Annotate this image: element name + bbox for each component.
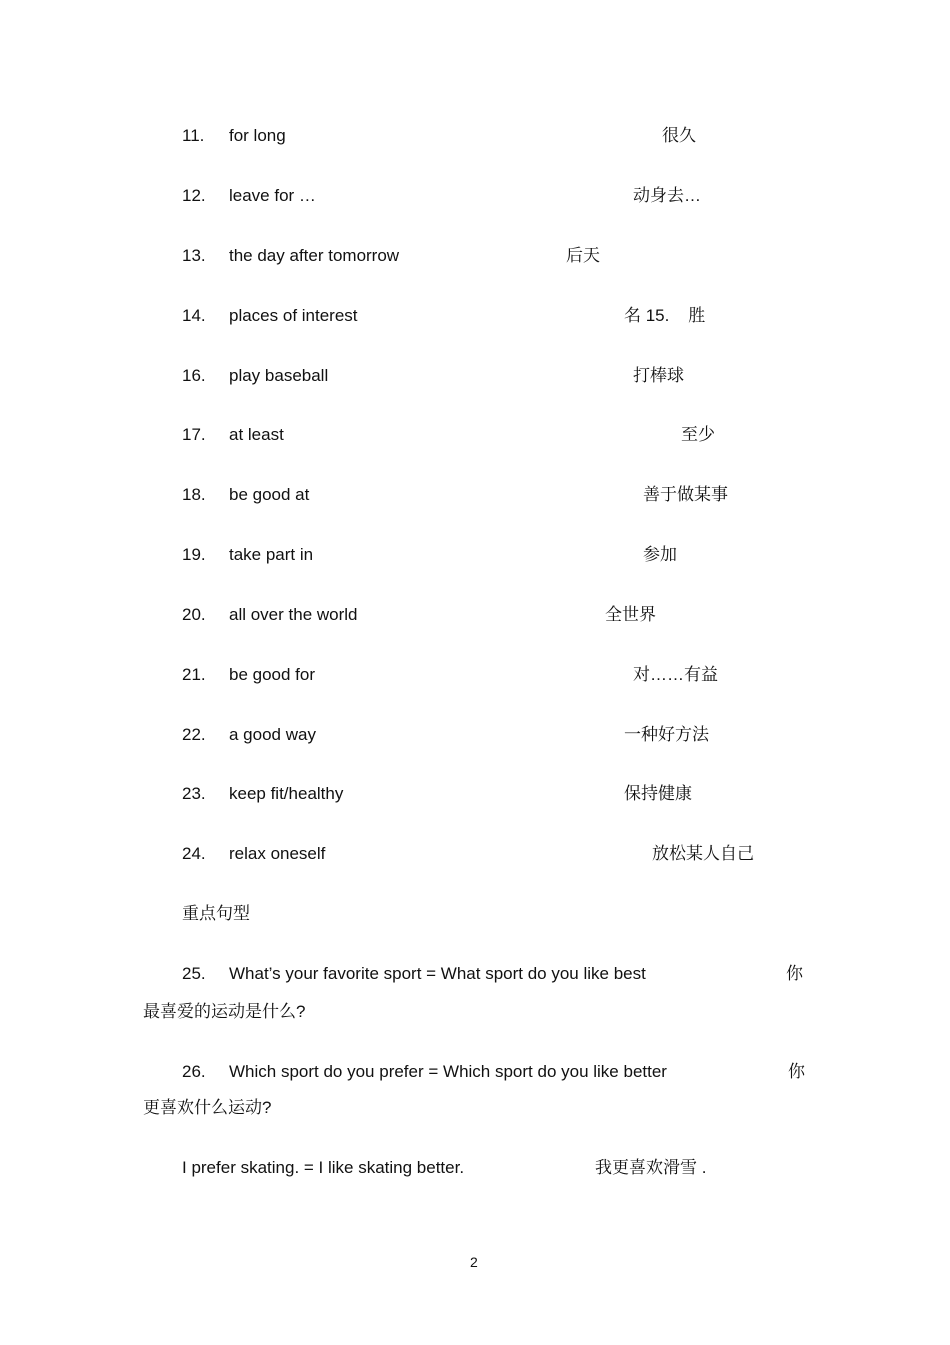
chinese-meaning: 动身去… [633, 186, 701, 205]
item-number: 25. [182, 964, 206, 983]
english-phrase: leave for … [229, 186, 316, 205]
chinese-meaning: 对……有益 [633, 665, 718, 684]
english-phrase: be good for [229, 665, 316, 684]
english-phrase: a good way [229, 725, 316, 744]
chinese-meaning: 至少 [681, 425, 715, 444]
chinese-meaning: 后天 [566, 246, 600, 265]
english-sentence: What’s your favorite sport = What sport do you like best [229, 964, 646, 983]
english-sentence: Which sport do you prefer = Which sport do you like better [229, 1062, 667, 1081]
chinese-meaning: 善于做某事 [643, 485, 728, 504]
item-number: 21. [182, 665, 206, 684]
item-number: 18. [182, 485, 206, 504]
item-number: 17. [182, 425, 206, 444]
chinese-translation-rest: 最喜爱的运动是什么? [143, 1002, 306, 1021]
chinese-meaning: 全世界 [605, 605, 656, 624]
chinese-translation-start: 你 [786, 964, 803, 983]
item-number: 12. [182, 186, 206, 205]
item-number: 19. [182, 545, 206, 564]
chinese-meaning: 参加 [643, 545, 677, 564]
item-number: 11. [182, 126, 205, 145]
item-number: 16. [182, 366, 206, 385]
english-phrase: for long [229, 126, 286, 145]
item-number: 26. [182, 1062, 206, 1081]
chinese-meaning: 放松某人自己 [652, 844, 754, 863]
item-number: 23. [182, 784, 206, 803]
item-number: 22. [182, 725, 206, 744]
english-phrase: all over the world [229, 605, 358, 624]
chinese-meaning: 名 15. 胜 [624, 306, 706, 325]
item-number: 24. [182, 844, 206, 863]
english-phrase: places of interest [229, 306, 358, 325]
english-phrase: at least [229, 425, 284, 444]
item-number: 13. [182, 246, 206, 265]
english-phrase: relax oneself [229, 844, 326, 863]
english-phrase: take part in [229, 545, 314, 564]
page-number: 2 [470, 1254, 478, 1270]
english-phrase: play baseball [229, 366, 329, 385]
english-phrase: keep fit/healthy [229, 784, 344, 803]
english-phrase: the day after tomorrow [229, 246, 400, 265]
section-heading: 重点句型 [182, 904, 250, 923]
chinese-meaning: 一种好方法 [624, 725, 709, 744]
example-sentence: I prefer skating. = I like skating better. [182, 1158, 465, 1177]
chinese-translation-rest: 更喜欢什么运动? [143, 1098, 272, 1117]
item-number: 14. [182, 306, 206, 325]
example-translation: 我更喜欢滑雪 . [595, 1158, 707, 1177]
chinese-translation-start: 你 [788, 1062, 805, 1081]
item-number: 20. [182, 605, 206, 624]
english-phrase: be good at [229, 485, 310, 504]
chinese-meaning: 很久 [662, 126, 696, 145]
chinese-meaning: 保持健康 [624, 784, 692, 803]
chinese-meaning: 打棒球 [633, 366, 684, 385]
